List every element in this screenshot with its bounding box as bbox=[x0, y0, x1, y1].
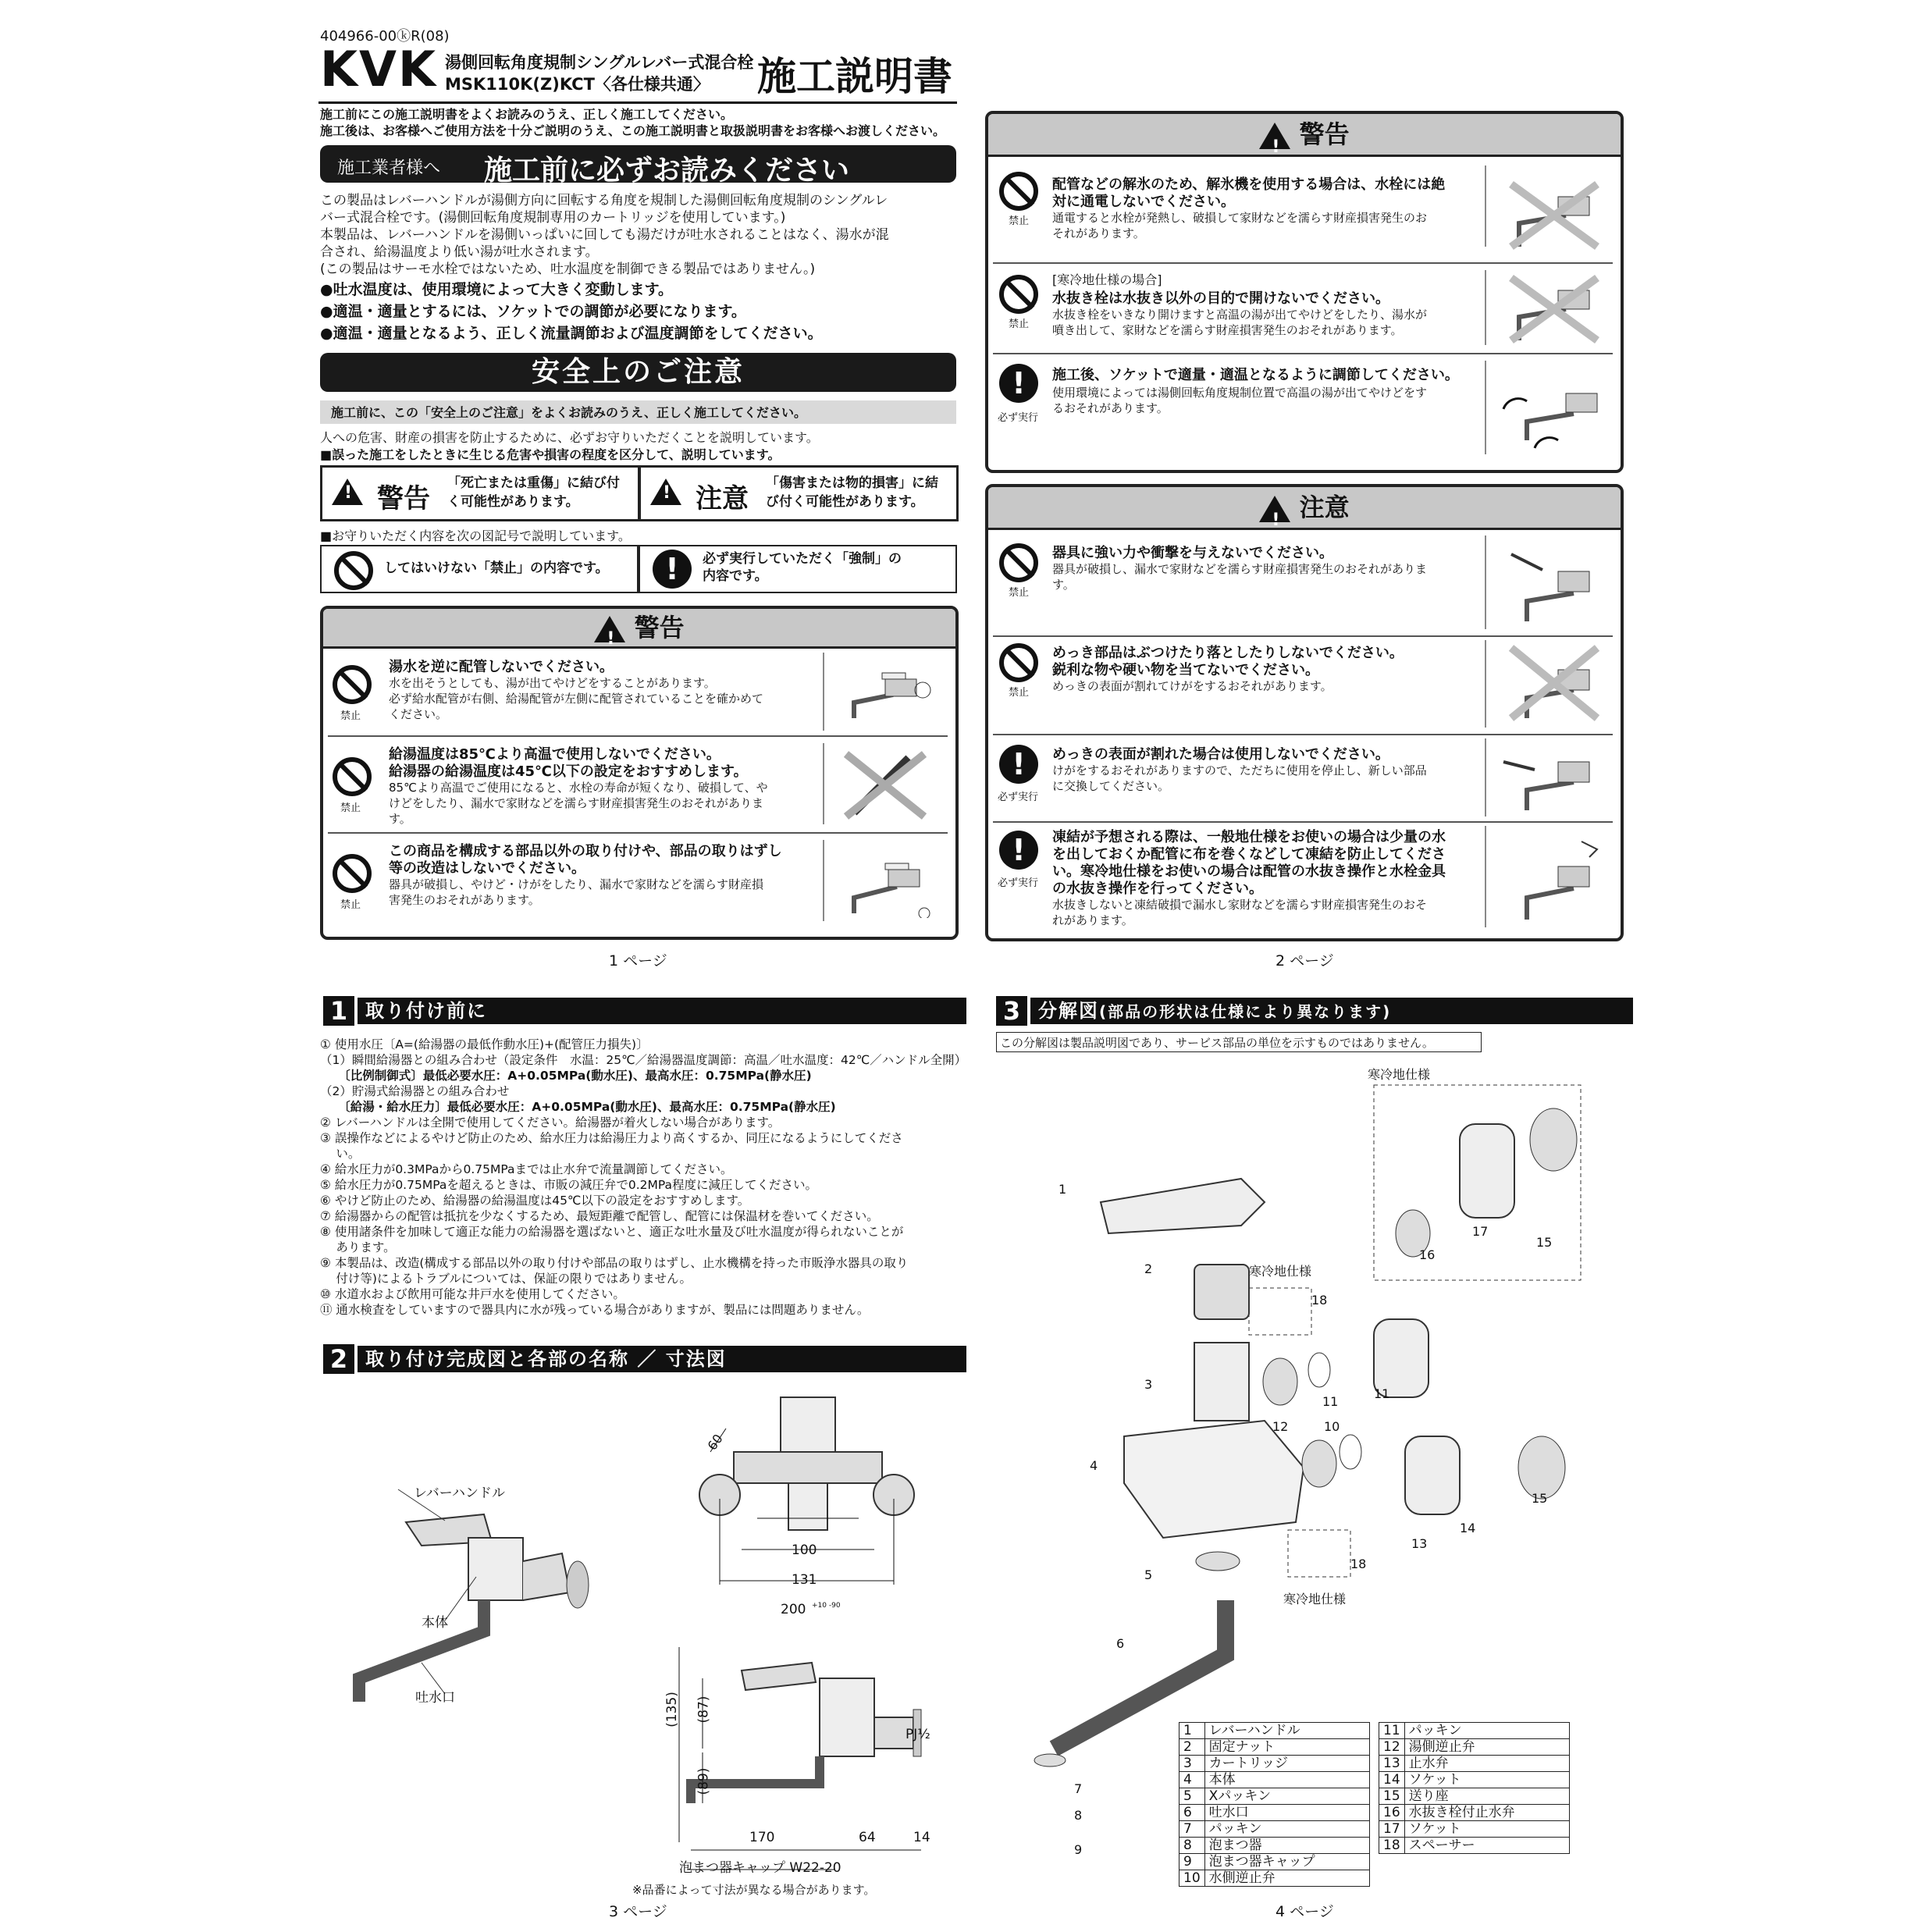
parts-row: 4 本体 bbox=[1179, 1772, 1370, 1788]
dim-14: 14 bbox=[913, 1830, 930, 1845]
sec1-line: ⑪ 通水検査をしていますので器具内に水が残っている場合がありますが、製品には問題ありません。 bbox=[320, 1303, 870, 1317]
sec1-line: ⑤ 給水圧力が0.75MPaを超えるときは、市販の減圧弁で0.2MPa程度に減圧してください。 bbox=[320, 1178, 818, 1192]
p2w3-line1: 使用環境によっては湯側回転角度規制位置で高温の湯が出てやけどをす bbox=[1052, 386, 1428, 400]
parts-table-right bbox=[1379, 1722, 1570, 1854]
parts-row: 16 水抜き栓付止水弁 bbox=[1379, 1805, 1570, 1821]
page2-warning-header: ! 警告 bbox=[988, 114, 1621, 157]
doc-title: 施工説明書 bbox=[757, 54, 952, 99]
p2w3-line2: るおそれがあります。 bbox=[1052, 401, 1169, 415]
parts-row: 15 送り座 bbox=[1379, 1788, 1570, 1805]
mandatory-label: 必ず実行 bbox=[998, 877, 1039, 889]
sec3-note: この分解図は製品説明図であり、サービス部品の単位を示すものではありません。 bbox=[1000, 1036, 1434, 1050]
sec2-number: 2 bbox=[323, 1344, 354, 1374]
dim-131: 131 bbox=[792, 1572, 817, 1588]
p2w1-line1: 通電すると水栓が発熱し、破損して家財などを濡らす財産損害発生のお bbox=[1052, 211, 1428, 225]
page1-footer: 1 ページ bbox=[609, 952, 667, 970]
p1w2-line3: す。 bbox=[389, 812, 411, 826]
cracked-plating-illustration bbox=[1496, 738, 1613, 817]
sec1-line: ③ 誤操作などによるやけど防止のため、給水圧力は給湯圧力より高くするか、同圧になるようにしてくださ bbox=[320, 1131, 903, 1145]
dimension-top-view bbox=[687, 1389, 952, 1624]
prohibit-label: 禁止 bbox=[1009, 318, 1030, 330]
notice-bar bbox=[320, 145, 956, 187]
parts-row: 10 水側逆止弁 bbox=[1179, 1870, 1370, 1887]
mandatory-desc1: 必ず実行していただく「強制」の bbox=[703, 551, 902, 567]
mandatory-label: 必ず実行 bbox=[998, 412, 1039, 424]
p2c4-title: 凍結が予想される際は、一般地仕様をお使いの場合は少量の水 bbox=[1052, 829, 1446, 845]
sec3-number: 3 bbox=[996, 996, 1027, 1026]
sec1-line: ④ 給水圧力が0.3MPaから0.75MPaまでは止水弁で流量調節してください。 bbox=[320, 1162, 733, 1176]
dim-pj: PJ½ bbox=[906, 1727, 930, 1742]
page1-warning-header: ! 警告 bbox=[323, 609, 955, 649]
p2c4-title4: の水抜き操作を行ってください。 bbox=[1052, 881, 1263, 897]
page2-footer: 2 ページ bbox=[1276, 952, 1334, 970]
dim-100: 100 bbox=[792, 1542, 817, 1558]
p2c3-line2: に交換してください。 bbox=[1052, 779, 1170, 793]
sec1-line: あります。 bbox=[320, 1240, 396, 1254]
warning-triangle-icon bbox=[1259, 123, 1290, 149]
parts-row: 18 スペーサー bbox=[1379, 1838, 1570, 1854]
notice-p2: バー式混合栓です。(湯側回転角度規制専用のカートリッジを使用しています。) bbox=[320, 210, 786, 226]
plating-crossed-illustration bbox=[1496, 640, 1613, 728]
callout: 9 bbox=[1074, 1842, 1083, 1857]
notice-bullet1: ●吐水温度は、使用環境によって大きく変動します。 bbox=[320, 281, 674, 298]
drain-plug-crossed-illustration bbox=[1496, 270, 1613, 348]
caution-triangle-icon bbox=[1259, 496, 1290, 522]
sec1-line: ① 使用水圧〔A=(給湯器の最低作動水圧)+(配管圧力損失)〕 bbox=[320, 1037, 649, 1051]
notice-p4: 合され、給湯温度より低い湯が吐水されます。 bbox=[320, 244, 599, 260]
callout: 5 bbox=[1144, 1567, 1153, 1582]
notice-bullet3: ●適温・適量となるよう、正しく流量調節および温度調節をしてください。 bbox=[320, 325, 823, 342]
safety-gray-text: 施工前に、この「安全上のご注意」をよくお読みのうえ、正しく施工してください。 bbox=[331, 405, 806, 420]
p2c4-line1: 水抜きしないと凍結破損で漏水し家財などを濡らす財産損害発生のおそ bbox=[1052, 898, 1428, 912]
mandatory-icon: ! bbox=[999, 831, 1038, 870]
parts-row: 1 レバーハンドル bbox=[1179, 1723, 1370, 1739]
p2w1-title2: 対に通電しないでください。 bbox=[1052, 194, 1235, 210]
page2-caution-panel bbox=[985, 484, 1624, 941]
prohibit-icon bbox=[999, 275, 1038, 314]
dim-135: (135) bbox=[664, 1692, 680, 1727]
sec3-title: 分解図 bbox=[1038, 1000, 1099, 1022]
p1w3-title: この商品を構成する部品以外の取り付けや、部品の取りはずし bbox=[389, 843, 782, 859]
notice-bullet2: ●適温・適量とするには、ソケットでの調節が必要になります。 bbox=[320, 303, 746, 320]
sec1-line: ② レバーハンドルは全開で使用してください。給湯器が着火しない場合があります。 bbox=[320, 1115, 781, 1130]
parts-row: 5 Xパッキン bbox=[1179, 1788, 1370, 1805]
callout: 1 bbox=[1059, 1182, 1067, 1197]
callout: 13 bbox=[1411, 1536, 1428, 1551]
sec1-line: 〔比例制御式〕最低必要水圧：A+0.05MPa(動水圧)、最高水圧：0.75MPa(静水圧) bbox=[320, 1069, 812, 1083]
notice-prefix: 施工業者様へ bbox=[337, 158, 441, 178]
label-body: 本体 bbox=[422, 1615, 448, 1631]
p2c1-title: 器具に強い力や衝撃を与えないでください。 bbox=[1052, 545, 1333, 561]
sec1-line: 付け等)によるトラブルについては、保証の限りではありません。 bbox=[320, 1272, 692, 1286]
dim-89: (89) bbox=[696, 1767, 712, 1795]
doc-code: 404966-00ⓚR(08) bbox=[320, 28, 450, 44]
callout: 7 bbox=[1074, 1781, 1083, 1796]
p2c4-title2: を出しておくか配管に布を巻くなどして凍結を防止してくださ bbox=[1052, 846, 1446, 863]
p2w2-line1: 水抜き栓をいきなり開けますと高温の湯が出てやけどをしたり、湯水が bbox=[1052, 308, 1428, 322]
impact-illustration bbox=[1496, 539, 1613, 629]
prohibit-icon bbox=[334, 551, 373, 590]
product-line2: MSK110K(Z)KCT〈各仕様共通〉 bbox=[445, 75, 710, 94]
prohibit-label: 禁止 bbox=[340, 899, 361, 911]
parts-row: 7 パッキン bbox=[1179, 1821, 1370, 1838]
callout: 8 bbox=[1074, 1808, 1083, 1823]
p2c4-line2: れがあります。 bbox=[1052, 913, 1133, 927]
parts-row: 6 吐水口 bbox=[1179, 1805, 1370, 1821]
warning-triangle-icon bbox=[594, 616, 625, 642]
callout: 15 bbox=[1532, 1491, 1548, 1506]
p2c2-line1: めっきの表面が割れてけがをするおそれがあります。 bbox=[1052, 679, 1332, 693]
p1w3-title2: 等の改造はしないでください。 bbox=[389, 860, 585, 877]
mandatory-label: 必ず実行 bbox=[998, 792, 1039, 803]
socket-adjust-illustration bbox=[1496, 362, 1613, 453]
prohibit-icon bbox=[999, 543, 1038, 582]
sec1-line: ⑨ 本製品は、改造(構成する部品以外の取り付けや部品の取りはずし、止水機構を持った市販浄水器具の取り bbox=[320, 1256, 909, 1270]
parts-row: 12 湯側逆止弁 bbox=[1379, 1739, 1570, 1756]
p2c3-line1: けがをするおそれがありますので、ただちに使用を停止し、新しい部品 bbox=[1052, 763, 1427, 777]
parts-table-left bbox=[1179, 1722, 1370, 1887]
callout: 11 bbox=[1322, 1394, 1339, 1409]
mandatory-legend bbox=[639, 545, 957, 593]
cold-spec-label: 寒冷地仕様 bbox=[1368, 1067, 1431, 1082]
product-line1: 湯側回転角度規制シングルレバー式混合栓 bbox=[445, 53, 754, 72]
parts-row: 8 泡まつ器 bbox=[1179, 1838, 1370, 1854]
p2c2-title2: 鋭利な物や硬い物を当てないでください。 bbox=[1052, 662, 1319, 678]
sec1-line: ⑥ やけど防止のため、給湯器の給湯温度は45℃以下の設定をおすすめします。 bbox=[320, 1194, 750, 1208]
callout: 18 bbox=[1350, 1557, 1367, 1571]
header-rule bbox=[318, 101, 957, 104]
intro-line1: 施工前にこの施工説明書をよくお読みのうえ、正しく施工してください。 bbox=[320, 107, 733, 122]
prohibit-icon bbox=[333, 665, 372, 704]
symbols-note: ■お守りいただく内容を次の図記号で説明しています。 bbox=[320, 528, 631, 543]
warning-label: 警告 bbox=[377, 483, 430, 514]
safety-bar bbox=[320, 353, 956, 392]
callout: 15 bbox=[1536, 1235, 1553, 1250]
p2w2-title: 水抜き栓は水抜き以外の目的で開けないでください。 bbox=[1052, 290, 1389, 307]
page3-footer: 3 ページ bbox=[609, 1903, 667, 1920]
faucet-reverse-illustration bbox=[838, 656, 940, 731]
p2c1-line2: す。 bbox=[1052, 578, 1075, 592]
sec1-line: （2）貯湯式給湯器との組み合わせ bbox=[320, 1084, 510, 1098]
caution-desc1: 「傷害または物的損害」に結 bbox=[766, 475, 938, 491]
dim-87: (87) bbox=[696, 1695, 712, 1724]
page4-footer: 4 ページ bbox=[1276, 1903, 1334, 1920]
p2c1-line1: 器具が破損し、漏水で家財などを濡らす財産損害発生のおそれがありま bbox=[1052, 562, 1428, 576]
warning-desc2: く可能性があります。 bbox=[447, 494, 579, 510]
p2c2-title: めっき部品はぶつけたり落としたりしないでください。 bbox=[1052, 645, 1404, 661]
caution-desc2: び付く可能性があります。 bbox=[766, 494, 924, 510]
safety-title: 安全上のご注意 bbox=[531, 356, 745, 388]
p1w3-line2: 害発生のおそれがあります。 bbox=[389, 893, 540, 907]
sec1-line: ⑧ 使用諸条件を加味して適正な能力の給湯器を選ばないと、適正な吐水量及び吐水温度が得られないことが bbox=[320, 1225, 904, 1239]
notice-p5: (この製品はサーモ水栓ではないため、吐水温度を制御できる製品ではありません。) bbox=[320, 262, 816, 277]
prohibit-icon bbox=[999, 172, 1038, 211]
p1w1-line2: 必ず給水配管が右側、給湯配管が左側に配管されていることを確かめて bbox=[389, 692, 764, 706]
prohibit-legend bbox=[320, 545, 639, 593]
modification-illustration bbox=[838, 843, 940, 918]
aerator-cap-label: 泡まつ器キャップ W22-20 bbox=[679, 1860, 841, 1876]
prohibit-label: 禁止 bbox=[1009, 687, 1030, 699]
parts-row: 11 パッキン bbox=[1379, 1723, 1570, 1739]
dim-170: 170 bbox=[749, 1830, 775, 1845]
safety-line2: ■誤った施工をしたときに生じる危害や損害の程度を区分して、説明しています。 bbox=[320, 447, 781, 462]
parts-row: 13 止水弁 bbox=[1379, 1756, 1570, 1772]
sec3-title-sub: (部品の形状は仕様により異なります) bbox=[1099, 1002, 1392, 1021]
p1w2-line2: けどをしたり、漏水で家財などを濡らす財産損害発生のおそれがありま bbox=[389, 796, 764, 810]
prohibit-icon bbox=[333, 757, 372, 796]
sec1-line: い。 bbox=[320, 1147, 361, 1161]
callout: 2 bbox=[1144, 1261, 1153, 1276]
sec1-line: 〔給湯・給水圧力〕最低必要水圧：A+0.05MPa(動水圧)、最高水圧：0.75MPa(静水圧) bbox=[320, 1100, 836, 1114]
page2-caution-header: ! 注意 bbox=[988, 487, 1621, 530]
sec1-line: ⑦ 給湯器からの配管は抵抗を少なくするため、最短距離で配管し、配管には保温材を巻いてください。 bbox=[320, 1209, 879, 1223]
sec1-number: 1 bbox=[323, 996, 354, 1026]
cold-spec-label: 寒冷地仕様 bbox=[1283, 1592, 1347, 1606]
dim-200-tolerance: +10 -90 bbox=[812, 1602, 841, 1610]
dim-200: 200 bbox=[781, 1602, 806, 1617]
callout: 6 bbox=[1116, 1636, 1125, 1651]
p2w2-pre: [寒冷地仕様の場合] bbox=[1052, 272, 1162, 287]
dimension-side-view bbox=[664, 1647, 960, 1881]
prohibit-label: 禁止 bbox=[340, 710, 361, 722]
prohibit-label: 禁止 bbox=[1009, 215, 1030, 227]
p2w3-title: 施工後、ソケットで適量・適温となるように調節してください。 bbox=[1052, 367, 1459, 383]
p1w1-title: 湯水を逆に配管しないでください。 bbox=[389, 659, 614, 675]
cold-spec-label: 寒冷地仕様 bbox=[1249, 1264, 1312, 1279]
sec3-note-box bbox=[996, 1032, 1482, 1052]
caution-triangle-icon bbox=[650, 479, 681, 505]
parts-row: 14 ソケット bbox=[1379, 1772, 1570, 1788]
sec1-title: 取り付け前に bbox=[358, 998, 966, 1024]
notice-title: 施工前に必ずお読みください bbox=[484, 155, 850, 187]
sec3-bar bbox=[1030, 998, 1633, 1024]
mandatory-icon: ! bbox=[999, 364, 1038, 403]
p2c3-title: めっきの表面が割れた場合は使用しないでください。 bbox=[1052, 746, 1389, 763]
callout: 17 bbox=[1472, 1224, 1489, 1239]
p1w1-line3: ください。 bbox=[389, 707, 448, 721]
dimension-note: ※品番によって寸法が異なる場合があります。 bbox=[632, 1883, 876, 1897]
warning-triangle-icon bbox=[332, 479, 363, 505]
label-lever-handle: レバーハンドル bbox=[414, 1485, 505, 1501]
safety-gray-bar bbox=[320, 400, 956, 424]
deicer-crossed-illustration bbox=[1496, 169, 1613, 254]
safety-line1: 人への危害、財産の損害を防止するために、必ずお守りいただくことを説明しています。 bbox=[320, 430, 819, 445]
notice-p1: この製品はレバーハンドルが湯側方向に回転する角度を規制した湯側回転角度規制のシングルレ bbox=[320, 193, 888, 208]
label-spout: 吐水口 bbox=[415, 1690, 455, 1706]
p1w3-line1: 器具が破損し、やけど・けがをしたり、漏水で家財などを濡らす財産損 bbox=[389, 877, 764, 891]
prohibit-label: 禁止 bbox=[340, 802, 361, 814]
callout: 12 bbox=[1272, 1419, 1289, 1434]
exploded-parts-diagram bbox=[1007, 1062, 1608, 1780]
caution-label: 注意 bbox=[696, 483, 749, 514]
callout: 4 bbox=[1090, 1458, 1098, 1473]
p2w2-line2: 噴き出して、家財などを濡らす財産損害発生のおそれがあります。 bbox=[1052, 323, 1403, 337]
caution-legend bbox=[639, 465, 959, 521]
p2w1-title: 配管などの解氷のため、解氷機を使用する場合は、水栓には絶 bbox=[1052, 176, 1446, 193]
prohibit-label: 禁止 bbox=[1009, 587, 1030, 599]
warning-legend bbox=[320, 465, 640, 521]
sec1-line: ⑩ 水道水および飲用可能な井戸水を使用してください。 bbox=[320, 1287, 625, 1301]
sec2-title: 取り付け完成図と各部の名称 ／ 寸法図 bbox=[358, 1346, 966, 1372]
mandatory-icon: ! bbox=[999, 745, 1038, 784]
parts-row: 3 カートリッジ bbox=[1179, 1756, 1370, 1772]
dim-60: 60 bbox=[704, 1431, 726, 1453]
callout: 10 bbox=[1324, 1419, 1340, 1434]
freeze-illustration bbox=[1496, 826, 1613, 927]
p2c4-title3: い。寒冷地仕様をお使いの場合は配管の水抜き操作と水栓金具 bbox=[1052, 863, 1446, 880]
p2w1-line2: それがあります。 bbox=[1052, 226, 1145, 240]
mandatory-icon: ! bbox=[653, 550, 692, 589]
p1w2-title2: 給湯器の給湯温度は45℃以下の設定をおすすめします。 bbox=[389, 763, 748, 780]
parts-row: 2 固定ナット bbox=[1179, 1739, 1370, 1756]
parts-row: 9 泡まつ器キャップ bbox=[1179, 1854, 1370, 1870]
intro-line2: 施工後は、お客様へご使用方法を十分ご説明のうえ、この施工説明書と取扱説明書をお客様へお渡しください。 bbox=[320, 123, 945, 138]
page2-warning-panel bbox=[985, 111, 1624, 473]
prohibit-icon bbox=[333, 854, 372, 893]
mandatory-desc2: 内容です。 bbox=[703, 568, 768, 584]
callout: 14 bbox=[1460, 1521, 1476, 1535]
callout: 16 bbox=[1419, 1247, 1436, 1262]
dim-64: 64 bbox=[859, 1830, 876, 1845]
sec1-line: （1）瞬間給湯器との組み合わせ（設定条件 水温：25℃／給湯器温度調節：高温／吐水温度：42℃／ハンドル全開） bbox=[320, 1053, 967, 1067]
brand-logo: KVK bbox=[320, 41, 438, 98]
p1w1-line1: 水を出そうとしても、湯が出てやけどをすることがあります。 bbox=[389, 676, 716, 690]
p1w2-title: 給湯温度は85℃より高温で使用しないでください。 bbox=[389, 746, 720, 763]
parts-row: 17 ソケット bbox=[1379, 1821, 1570, 1838]
notice-p3: 本製品は、レバーハンドルを湯側いっぱいに回しても湯だけが吐水されることはなく、湯水が混 bbox=[320, 227, 889, 243]
callout: 11 bbox=[1374, 1386, 1390, 1401]
prohibit-desc: してはいけない「禁止」の内容です。 bbox=[384, 560, 609, 576]
p1w2-line1: 85℃より高温でご使用になると、水栓の寿命が短くなり、破損して、や bbox=[389, 781, 768, 795]
thermometer-crossed-illustration bbox=[838, 746, 940, 821]
faucet-assembled-diagram bbox=[328, 1475, 624, 1725]
callout: 3 bbox=[1144, 1377, 1153, 1392]
page1-warning-panel bbox=[320, 606, 959, 940]
prohibit-icon bbox=[999, 643, 1038, 682]
callout: 18 bbox=[1311, 1293, 1328, 1308]
warning-desc1: 「死亡または重傷」に結び付 bbox=[447, 475, 620, 491]
